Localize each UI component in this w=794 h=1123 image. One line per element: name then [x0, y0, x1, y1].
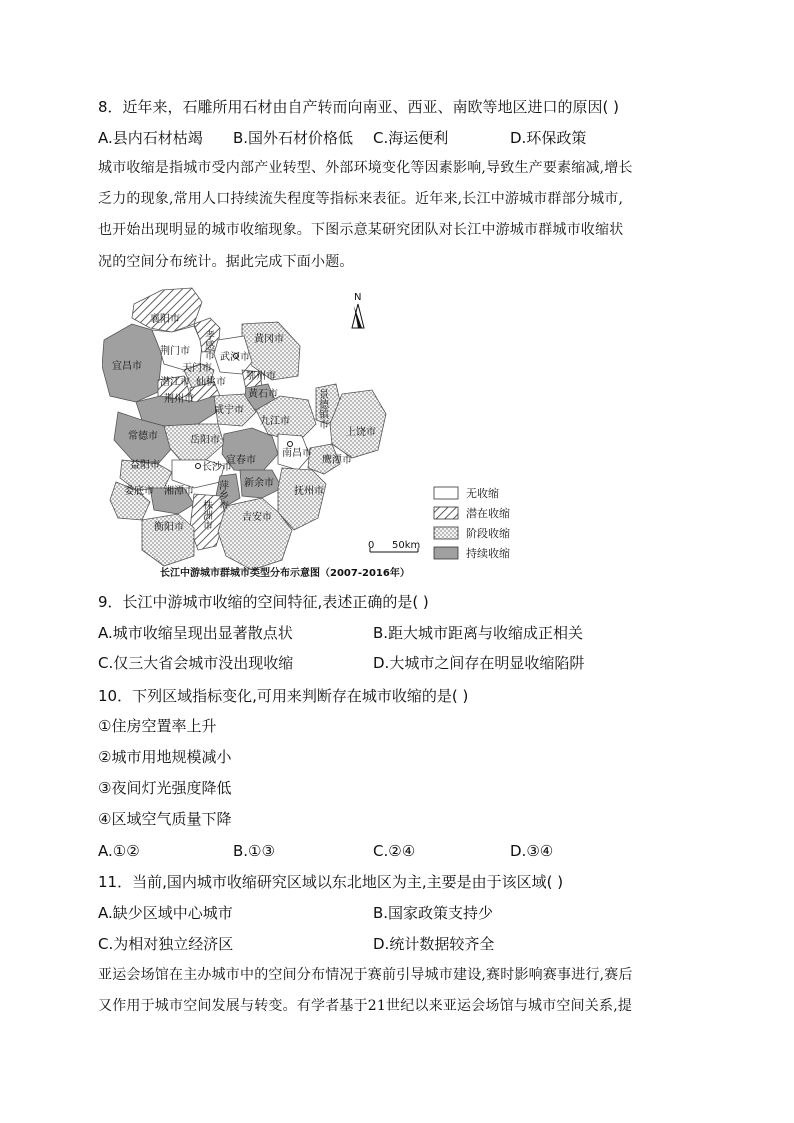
- label-loudi: 娄底市: [124, 486, 154, 497]
- q11-option-a: A.缺少区域中心城市: [98, 904, 233, 922]
- label-yichun: 宜春市: [226, 455, 256, 466]
- region-xiangyang: [132, 288, 202, 332]
- north-label: N: [354, 292, 362, 303]
- passage1-line-3: 也开始出现明显的城市收缩现象。下图示意某研究团队对长江中游城市群城市收缩状: [98, 222, 624, 238]
- passage2-line-2: 又作用于城市空间发展与转变。有学者基于21世纪以来亚运会场馆与城市空间关系,提: [98, 998, 633, 1014]
- label-yingtan: 鹰潭市: [322, 455, 352, 466]
- label-xiaogan: 孝感市: [202, 330, 214, 360]
- q11-stem: 11．当前,国内城市收缩研究区域以东北地区为主,主要是由于该区域( ): [98, 873, 564, 891]
- scale-bar: [368, 540, 420, 552]
- passage2-line-1: 亚运会场馆在主办城市中的空间分布情况于赛前引导城市建设,赛时影响赛事进行,赛后: [98, 967, 633, 983]
- q10-option-b: B.①③: [233, 842, 275, 860]
- label-xinyu: 新余市: [244, 478, 274, 489]
- q9-option-a: A.城市收缩呈现出显著散点状: [98, 624, 293, 642]
- legend-swatch-staged: [434, 527, 458, 539]
- label-xiangyang: 襄阳市: [150, 314, 180, 325]
- label-ezhou: 鄂州市: [246, 371, 276, 382]
- label-pingxiang: 萍乡市: [216, 480, 228, 510]
- label-changde: 常德市: [128, 431, 158, 442]
- q11-option-c: C.为相对独立经济区: [98, 935, 234, 953]
- label-xianning: 咸宁市: [214, 405, 244, 416]
- label-tianmen: 天门市: [182, 363, 212, 374]
- q10-item-3: ③夜间灯光强度降低: [98, 779, 232, 797]
- scale-distance: 50km: [392, 540, 421, 551]
- label-jingzhou: 荆州市: [164, 394, 194, 405]
- city-shrinkage-map: [102, 284, 522, 584]
- q8-option-a: A.县内石材枯竭: [98, 129, 203, 147]
- passage1-line-2: 乏力的现象,常用人口持续流失程度等指标来表征。近年来,长江中游城市群部分城市,: [98, 191, 624, 207]
- label-huanggang: 黄冈市: [254, 334, 284, 345]
- changsha-marker: [196, 464, 201, 469]
- north-arrow-icon: [352, 292, 364, 328]
- label-xiangtan: 湘潭市: [164, 486, 194, 497]
- label-nanchang: 南昌市: [282, 448, 312, 459]
- label-xiantao: 仙桃市: [196, 377, 226, 388]
- q9-option-c: C.仅三大省会城市没出现收缩: [98, 654, 294, 672]
- q9-option-b: B.距大城市距离与收缩成正相关: [373, 624, 584, 642]
- map-legend: [434, 486, 510, 560]
- q11-option-b: B.国家政策支持少: [373, 904, 494, 922]
- legend-swatch-none: [434, 487, 458, 499]
- q10-item-2: ②城市用地规模减小: [98, 748, 232, 766]
- legend-label-potential: 潜在收缩: [466, 507, 510, 520]
- label-jian: 吉安市: [242, 512, 272, 523]
- q8-option-d: D.环保政策: [510, 129, 587, 147]
- label-huangshi: 黄石市: [248, 389, 278, 400]
- label-yiyang: 益阳市: [130, 460, 160, 471]
- label-fuzhou: 抚州市: [294, 486, 324, 497]
- nanchang-marker: [288, 442, 293, 447]
- q9-option-d: D.大城市之间存在明显收缩陷阱: [373, 654, 585, 672]
- scale-zero: 0: [368, 540, 375, 551]
- label-jiujiang: 九江市: [260, 416, 290, 427]
- legend-label-staged: 阶段收缩: [466, 527, 510, 540]
- q10-option-c: C.②④: [373, 842, 416, 860]
- q10-stem: 10．下列区域指标变化,可用来判断存在城市收缩的是( ): [98, 687, 469, 705]
- label-shangrao: 上饶市: [346, 427, 376, 438]
- legend-swatch-persistent: [434, 547, 458, 559]
- label-jingmen: 荆门市: [160, 346, 190, 357]
- passage1-line-4: 况的空间分布统计。据此完成下面小题。: [98, 254, 354, 270]
- label-qianjiang: 潜江市: [160, 377, 190, 388]
- label-jingdezhen: 景德镇市: [316, 389, 328, 429]
- legend-label-none: 无收缩: [466, 487, 499, 500]
- legend-label-persistent: 持续收缩: [466, 547, 510, 560]
- q10-option-a: A.①②: [98, 842, 140, 860]
- label-yueyang: 岳阳市: [190, 435, 220, 446]
- passage1-line-1: 城市收缩是指城市受内部产业转型、外部环境变化等因素影响,导致生产要素缩减,增长: [98, 160, 633, 176]
- label-yichang: 宜昌市: [112, 361, 142, 372]
- q10-item-4: ④区域空气质量下降: [98, 810, 232, 828]
- q8-option-b: B.国外石材价格低: [233, 129, 354, 147]
- label-zhuzhou: 株洲市: [200, 500, 212, 530]
- q9-stem: 9．长江中游城市收缩的空间特征,表述正确的是( ): [98, 593, 429, 611]
- q11-option-d: D.统计数据较齐全: [373, 935, 495, 953]
- label-wuhan: 武汉市: [220, 352, 250, 363]
- map-caption: 长江中游城市群城市类型分布示意图（2007-2016年）: [160, 568, 410, 579]
- q8-stem: 8．近年来，石雕所用石材由自产转而向南亚、西亚、南欧等地区进口的原因( ): [98, 98, 620, 116]
- q10-item-1: ①住房空置率上升: [98, 717, 217, 735]
- q10-option-d: D.③④: [510, 842, 554, 860]
- q8-option-c: C.海运便利: [373, 129, 449, 147]
- label-changsha: 长沙市: [202, 462, 232, 473]
- label-hengyang: 衡阳市: [154, 522, 184, 533]
- legend-swatch-potential: [434, 507, 458, 519]
